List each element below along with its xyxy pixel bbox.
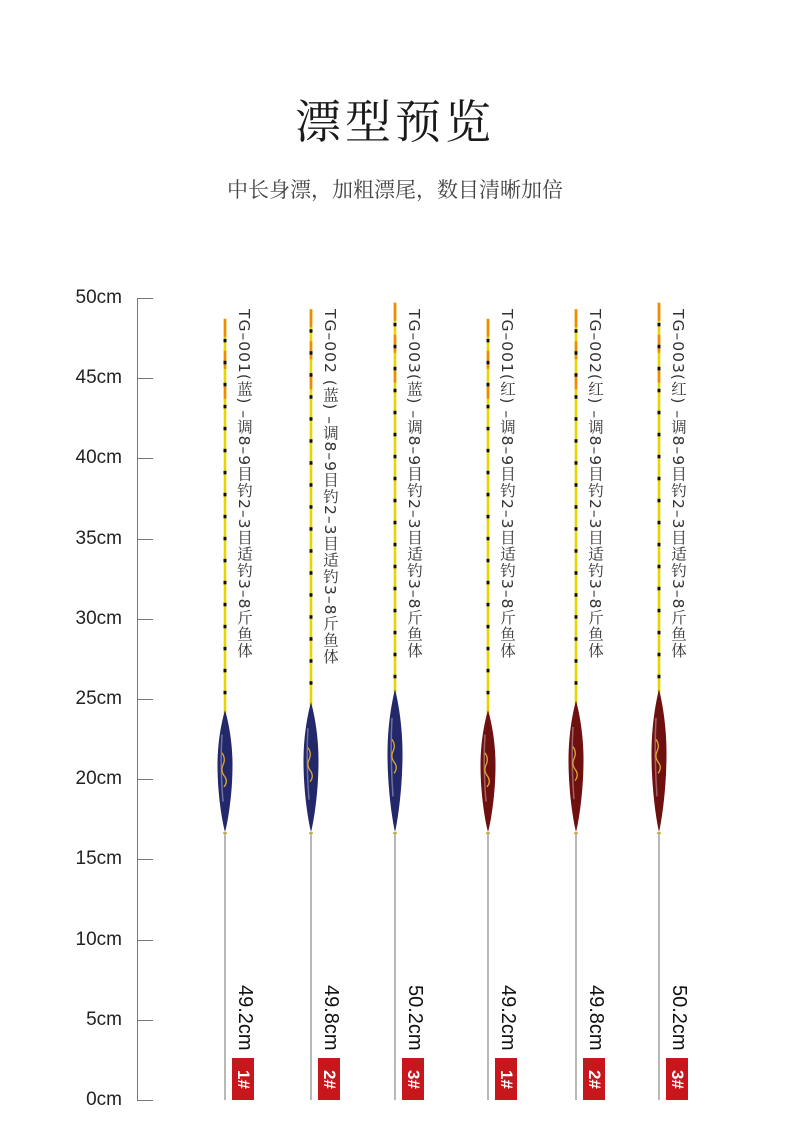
float-tip-mark [487,383,490,387]
float-tip-mark [224,471,227,475]
float-tip-mark [394,631,397,635]
float-body [218,710,233,832]
float-tip-mark [575,373,578,377]
float-tip-mark [310,571,313,575]
float-tip-mark [310,395,313,399]
float-tip-mark [658,367,661,371]
float-tip-mark [575,351,578,355]
float-tip-mark [487,471,490,475]
float-tip-mark [310,351,313,355]
float-tip-mark [224,339,227,343]
float-size-badge-text: 2# [585,1069,604,1089]
float-tip-mark [224,625,227,629]
float-size-badge [666,1058,688,1100]
float-tip-mark [310,417,313,421]
float-tip-mark [658,345,661,349]
float-length-label: 50.2cm [668,985,690,1051]
float-tip-mark [310,439,313,443]
float-tip-mark [575,637,578,641]
float-tip-mark [394,323,397,327]
float-body [652,689,667,832]
float-size-badge-text: 3# [404,1069,423,1089]
float-tip-mark [224,449,227,453]
float-size-badge [318,1058,340,1100]
float-tip-mark [310,483,313,487]
float-tip-mark [394,565,397,569]
float-tip-mark [658,323,661,327]
float-tip-mark [658,433,661,437]
float-tip-mark [575,681,578,685]
float-tip-mark [487,493,490,497]
ruler-tick-label: 10cm [75,929,122,950]
float-tip-mark [487,515,490,519]
ruler-tick-label: 50cm [75,287,122,308]
float-tip-mark [658,455,661,459]
float-tip-mark [224,581,227,585]
float-size-badge-text: 2# [320,1069,339,1089]
float-tip-mark [575,615,578,619]
float-tip-mark [487,581,490,585]
float-tip-mark [487,669,490,673]
float-spec-label: TG–003(蓝) –调8–9目钓2–3目适钓3–8斤鱼体 [405,309,423,660]
float-tip-mark [575,461,578,465]
float-size-badge-text: 1# [234,1069,253,1089]
float-tip-mark [224,515,227,519]
float-tip-mark [310,681,313,685]
float-tip-mark [658,499,661,503]
float-tip-mark [658,587,661,591]
float-tip-mark [658,609,661,613]
float-tip-mark [394,477,397,481]
float-tip-mark [310,637,313,641]
page-title: 漂型预览 [295,95,495,149]
ruler-tick-label: 20cm [75,768,122,789]
float-tip-mark [658,543,661,547]
float-tip-mark [224,603,227,607]
float-tip-mark [224,691,227,695]
ruler-tick-label: 0cm [86,1089,122,1110]
float-length-label: 49.2cm [497,985,519,1051]
float-tip-mark [394,389,397,393]
float-tip-mark [575,527,578,531]
float-body [304,702,319,832]
float-tip-mark [310,505,313,509]
float-tip-mark [575,549,578,553]
float-tip-mark [487,559,490,563]
float-tip-mark [575,505,578,509]
float-tip-mark [310,615,313,619]
float-body [481,710,496,832]
page-subtitle: 中长身漂，加粗漂尾，数目清晰加倍 [227,178,563,202]
float-size-badge-text: 1# [497,1069,516,1089]
float-tip-mark [575,593,578,597]
float-tip-mark [658,565,661,569]
float-tip-mark [394,499,397,503]
float-tip-mark [394,411,397,415]
float-tip-mark [487,405,490,409]
float-tip-mark [658,631,661,635]
float-body [569,701,584,833]
float-tip-mark [658,389,661,393]
float-tip-mark [575,395,578,399]
float-tip-mark [658,521,661,525]
float-tip-mark [224,361,227,365]
float-tip-mark [487,361,490,365]
float-tip-mark [224,537,227,541]
float-size-badge-text: 3# [668,1069,687,1089]
float-tip-mark [575,439,578,443]
float-length-label: 49.8cm [320,985,342,1051]
float-tip-mark [658,675,661,679]
float-tip-mark [394,345,397,349]
float-tip-mark [394,609,397,613]
float-tip-mark [310,659,313,663]
float-spec-label: TG–002(红) –调8–9目钓2–3目适钓3–8斤鱼体 [586,309,604,660]
float-tip-mark [224,405,227,409]
ruler-tick-label: 35cm [75,528,122,549]
float-tip-mark [575,483,578,487]
float-tip-mark [575,571,578,575]
float-spec-label: TG–003(红) –调8–9目钓2–3目适钓3–8斤鱼体 [669,309,687,660]
float-tip-mark [487,449,490,453]
float-tip-mark [310,527,313,531]
float-tip-mark [224,493,227,497]
float-tip-mark [487,537,490,541]
float-tip-mark [394,543,397,547]
float-tip-mark [394,653,397,657]
float-tip-mark [310,593,313,597]
float-size-badge [583,1058,605,1100]
float-tip-mark [394,675,397,679]
ruler-tick-label: 40cm [75,447,122,468]
float-tip-mark [575,417,578,421]
float-size-badge [402,1058,424,1100]
float-tip-mark [310,549,313,553]
float-tip-mark [487,691,490,695]
float-tip-mark [224,559,227,563]
float-tip-mark [575,659,578,663]
float-tip-mark [310,461,313,465]
float-length-label: 49.8cm [585,985,607,1051]
float-tip-mark [224,647,227,651]
float-tip-mark [487,647,490,651]
ruler-tick-label: 45cm [75,367,122,388]
float-tip-mark [224,669,227,673]
ruler-tick-label: 25cm [75,688,122,709]
float-tip-mark [310,373,313,377]
ruler-tick-label: 30cm [75,608,122,629]
float-tip-mark [575,329,578,333]
float-tip-mark [658,411,661,415]
float-tip-mark [487,625,490,629]
float-tip-mark [658,477,661,481]
float-tip-mark [487,603,490,607]
float-size-badge [232,1058,254,1100]
ruler-tick-label: 5cm [86,1009,122,1030]
float-size-badge [495,1058,517,1100]
float-tip-mark [487,339,490,343]
float-tip-mark [394,433,397,437]
float-tip-mark [224,427,227,431]
float-spec-label: TG–002 (蓝) –调8–9目钓2–3目适钓3–8斤鱼体 [321,309,339,665]
float-body [388,689,403,832]
float-tip-mark [394,367,397,371]
float-spec-label: TG–001(蓝) –调8–9目钓2–3目适钓3–8斤鱼体 [235,309,253,660]
float-tip-mark [310,329,313,333]
float-tip-mark [224,383,227,387]
float-tip-mark [658,653,661,657]
float-length-label: 49.2cm [234,985,256,1051]
float-tip-mark [394,521,397,525]
float-length-label: 50.2cm [404,985,426,1051]
float-tip-mark [487,427,490,431]
float-spec-label: TG–001(红) –调8–9目钓2–3目适钓3–8斤鱼体 [498,309,516,660]
ruler-tick-label: 15cm [75,848,122,869]
float-tip-mark [394,587,397,591]
float-tip-mark [394,455,397,459]
